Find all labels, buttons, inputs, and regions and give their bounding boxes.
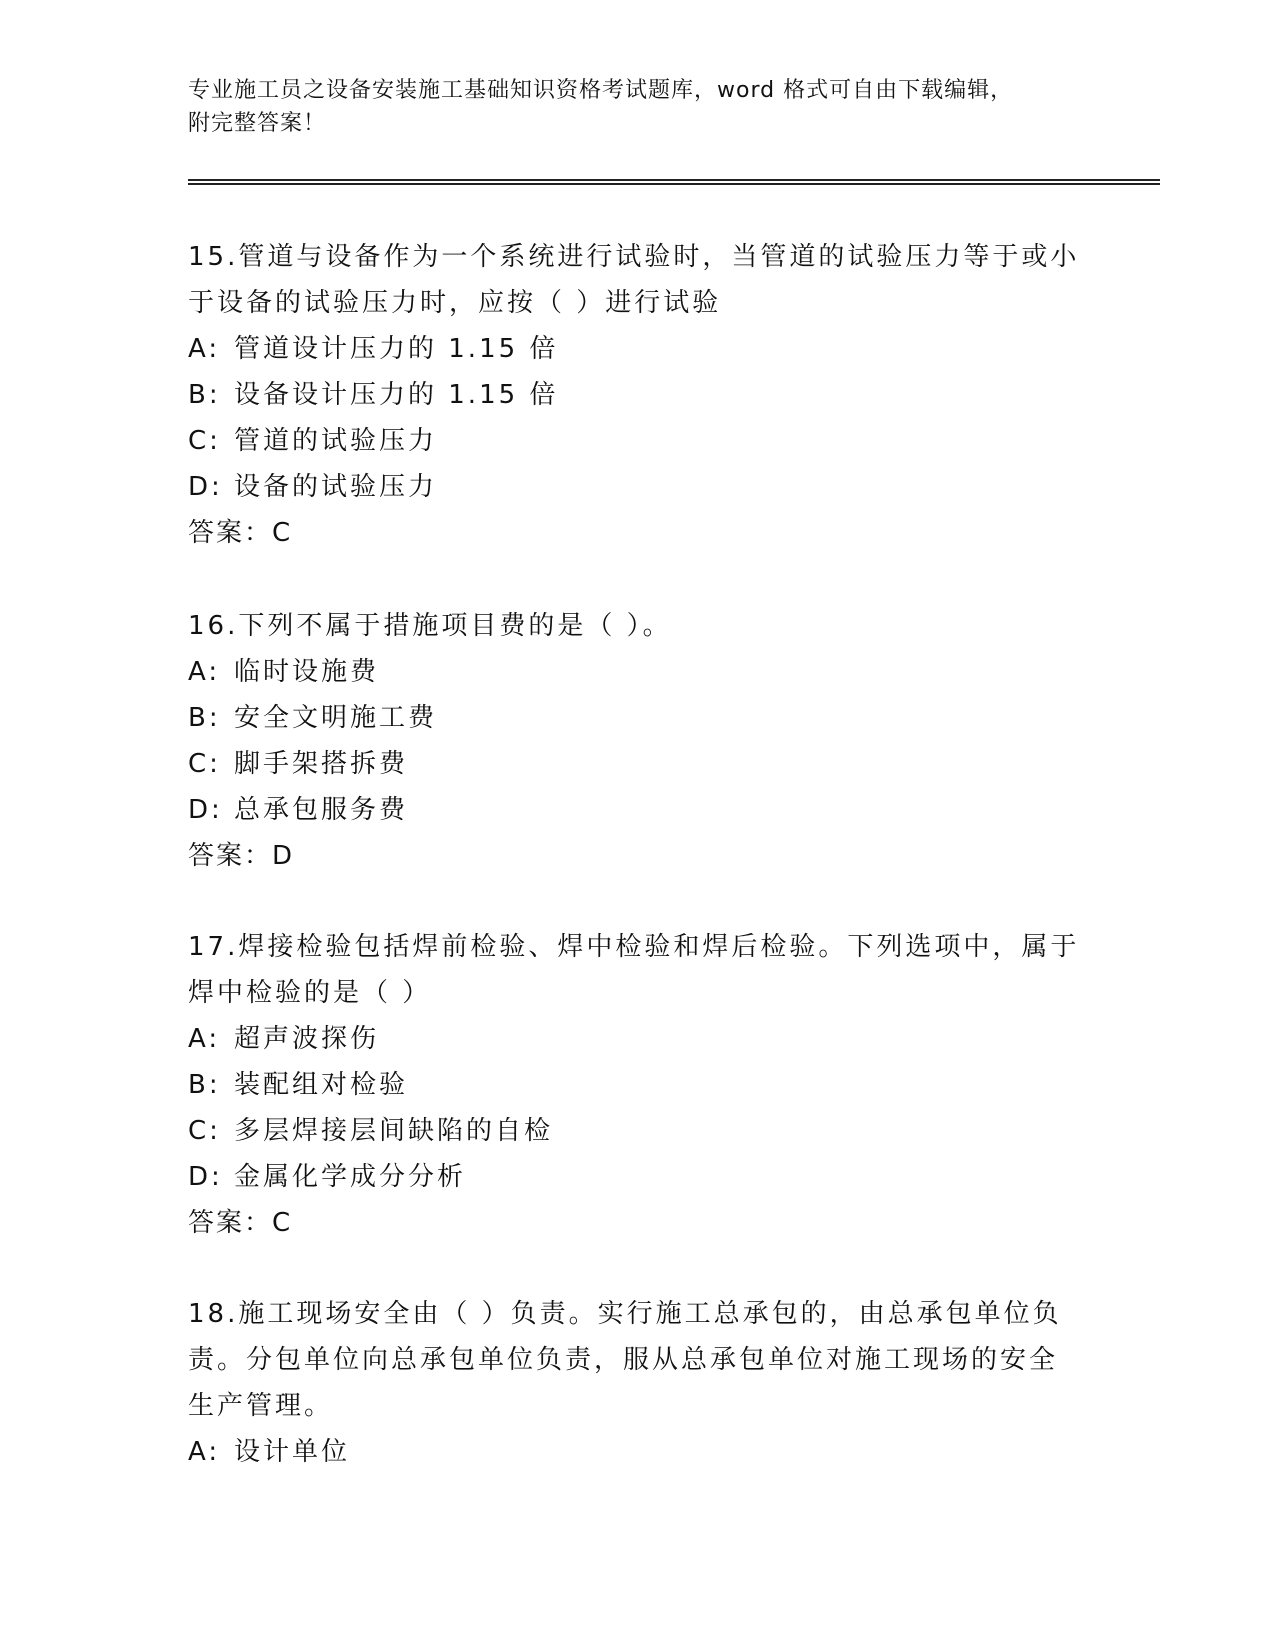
option-key: C: (188, 749, 221, 779)
question-stem (188, 234, 1088, 326)
option-b (188, 695, 1088, 741)
option-key: A: (188, 657, 221, 687)
option-text: 管道的试验压力 (234, 426, 438, 456)
option-a (188, 1016, 1088, 1062)
option-key: D: (188, 795, 223, 825)
question-stem (188, 603, 1088, 649)
option-d (188, 464, 1088, 510)
option-text: 管道设计压力的 1.15 倍 (234, 334, 559, 364)
header-divider (188, 179, 1160, 181)
option-a (188, 326, 1088, 372)
option-a (188, 1429, 1088, 1475)
header-line: 附完整答案！ (188, 111, 327, 136)
option-key: A: (188, 1437, 221, 1467)
option-key: B: (188, 1070, 221, 1100)
stem-line: 16.下列不属于措施项目费的是（ ）。 (188, 611, 672, 641)
option-text: 安全文明施工费 (234, 703, 438, 733)
stem-line: 15.管道与设备作为一个系统进行试验时，当管道的试验压力等于或小 (188, 242, 1080, 272)
option-key: D: (188, 1162, 223, 1192)
option-d (188, 787, 1088, 833)
option-text: 多层焊接层间缺陷的自检 (234, 1116, 554, 1146)
option-key: C: (188, 426, 221, 456)
stem-line: 17.焊接检验包括焊前检验、焊中检验和焊后检验。下列选项中，属于 (188, 932, 1080, 962)
stem-line: 生产管理。 (188, 1391, 334, 1421)
option-text: 超声波探伤 (234, 1024, 380, 1054)
document-header (188, 74, 1088, 140)
option-text: 金属化学成分分析 (234, 1162, 467, 1192)
option-c (188, 741, 1088, 787)
header-divider (188, 183, 1160, 185)
stem-line: 于设备的试验压力时，应按（ ）进行试验 (188, 288, 722, 318)
answer-line: 答案：C (188, 1208, 293, 1238)
answer-line: 答案：D (188, 841, 295, 871)
answer-line: 答案：C (188, 518, 293, 548)
stem-line: 18.施工现场安全由（ ）负责。实行施工总承包的，由总承包单位负 (188, 1299, 1062, 1329)
option-d (188, 1154, 1088, 1200)
question-16 (188, 603, 1088, 879)
option-key: B: (188, 703, 221, 733)
option-a (188, 649, 1088, 695)
option-text: 设计单位 (234, 1437, 351, 1467)
option-key: C: (188, 1116, 221, 1146)
option-key: A: (188, 334, 221, 364)
option-b (188, 1062, 1088, 1108)
stem-line: 责。分包单位向总承包单位负责，服从总承包单位对施工现场的安全 (188, 1345, 1059, 1375)
option-text: 设备的试验压力 (234, 472, 438, 502)
question-15 (188, 234, 1088, 556)
question-stem (188, 1291, 1088, 1429)
option-text: 装配组对检验 (234, 1070, 409, 1100)
option-b (188, 372, 1088, 418)
question-18 (188, 1291, 1088, 1475)
option-text: 总承包服务费 (234, 795, 409, 825)
header-line: 专业施工员之设备安装施工基础知识资格考试题库，word 格式可自由下载编辑， (188, 78, 1014, 103)
option-key: D: (188, 472, 223, 502)
option-text: 临时设施费 (234, 657, 380, 687)
option-key: B: (188, 380, 221, 410)
option-text: 脚手架搭拆费 (234, 749, 409, 779)
question-stem (188, 924, 1088, 1016)
option-c (188, 418, 1088, 464)
stem-line: 焊中检验的是（ ） (188, 978, 432, 1008)
option-c (188, 1108, 1088, 1154)
option-key: A: (188, 1024, 221, 1054)
question-17 (188, 924, 1088, 1246)
option-text: 设备设计压力的 1.15 倍 (234, 380, 559, 410)
